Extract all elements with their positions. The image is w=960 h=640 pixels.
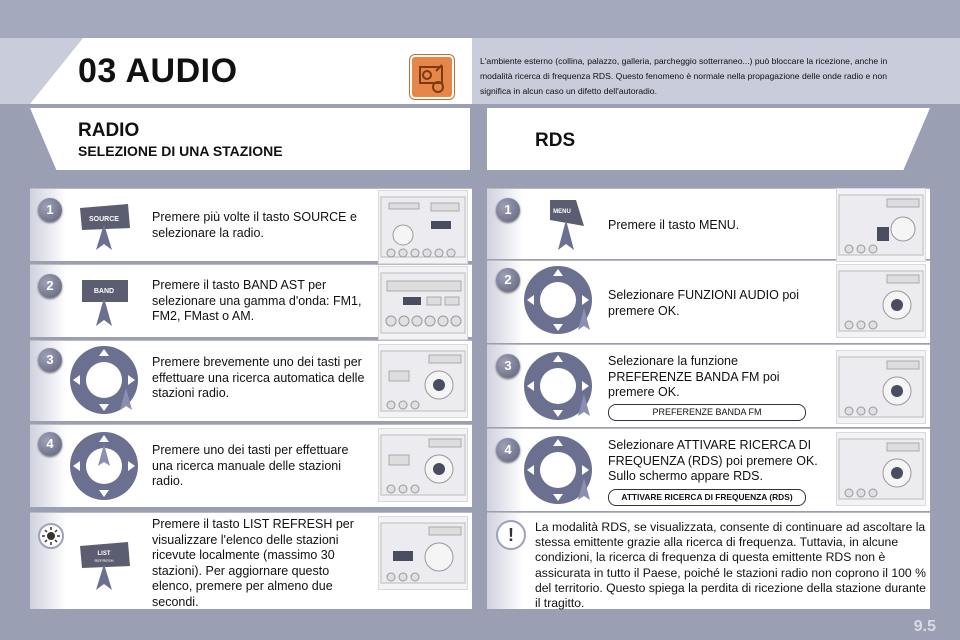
page-number: 9.5 xyxy=(913,618,936,635)
top-band xyxy=(0,0,960,38)
radio-unit-image xyxy=(836,432,926,506)
page-title: 03 AUDIO xyxy=(78,52,238,90)
radio-unit-image xyxy=(378,344,468,418)
list-button-image xyxy=(78,540,132,594)
step-badge: 2 xyxy=(496,268,520,292)
radio-unit-image xyxy=(836,264,926,338)
source-button-label: SOURCE xyxy=(89,216,119,223)
list-button-label: LIST xyxy=(97,551,111,557)
radio-unit-image xyxy=(378,428,468,502)
rds-step-4-text: Selezionare ATTIVARE RICERCA DI FREQUENZA (RDS) poi premere OK. Sullo schermo appare RDS. xyxy=(608,438,818,483)
radio-unit-image xyxy=(836,350,926,424)
dpad-control-icon xyxy=(522,434,594,506)
radio-step-2-text: Premere il tasto BAND AST per selezionare una gamma d'onda: FM1, FM2, FMast o AM. xyxy=(152,278,362,323)
radio-unit-image xyxy=(378,266,468,340)
step-badge: 4 xyxy=(38,432,62,456)
step-badge: 3 xyxy=(496,354,520,378)
preferenze-banda-pill: PREFERENZE BANDA FM xyxy=(608,404,806,421)
rds-step-2-text: Selezionare FUNZIONI AUDIO poi premere OK. xyxy=(608,288,800,318)
menu-button-label: MENU xyxy=(553,209,571,215)
rds-step-3-text: Selezionare la funzione PREFERENZE BANDA FM poi premere OK. xyxy=(608,354,780,399)
attivare-ricerca-pill: ATTIVARE RICERCA DI FREQUENZA (RDS) xyxy=(608,489,806,506)
radio-title: RADIO xyxy=(78,120,140,141)
radio-step-1-text: Premere più volte il tasto SOURCE e selezionare la radio. xyxy=(152,210,357,240)
rds-step-1-text: Premere il tasto MENU. xyxy=(608,218,740,232)
dpad-control-icon xyxy=(68,344,140,416)
dpad-control-icon xyxy=(522,350,594,422)
rds-title: RDS xyxy=(535,130,576,151)
radio-unit-image xyxy=(378,190,468,264)
audio-icon xyxy=(410,55,454,99)
radio-step-4-text: Premere uno dei tasti per effettuare una ricerca manuale delle stazioni radio. xyxy=(152,443,349,488)
radio-tip-text: Premere il tasto LIST REFRESH per visualizzare l'elenco delle stazioni ricevute localmente (massimo 30 stazioni). Per aggiornare questo elenco, premere per almeno due secondi. xyxy=(152,517,354,609)
menu-button-image xyxy=(546,196,592,252)
band-button-image xyxy=(78,276,132,330)
sun-icon xyxy=(38,523,64,549)
rds-note-text: La modalità RDS, se visualizzata, consente di continuare ad ascoltare la stessa emittente grazie alla ricerca di frequenza. Tuttavia, in alcune condizioni, la ricerca di frequenza di questa emittente RDS non è assicurata in tutto il Paese, poiché le stazioni radio non coprono il 100 % del territorio. Questo spiega la perdita di ricezione della stazione durante il tragitto. xyxy=(535,520,926,611)
band-button-label: BAND xyxy=(93,288,115,295)
step-badge: 4 xyxy=(496,438,520,462)
warning-icon: ! xyxy=(496,520,526,550)
step-badge: 1 xyxy=(496,198,520,222)
source-button-image xyxy=(78,200,132,254)
dpad-control-icon xyxy=(68,430,140,502)
list-button-sublabel: REFRESH xyxy=(94,558,114,563)
radio-step-3-text: Premere brevemente uno dei tasti per effettuare una ricerca automatica delle stazioni radio. xyxy=(152,355,365,400)
radio-subtitle: SELEZIONE DI UNA STAZIONE xyxy=(78,143,283,159)
reception-note: L'ambiente esterno (collina, palazzo, galleria, parcheggio sotterraneo...) può bloccare la ricezione, anche in modalità ricerca di frequenza RDS. Questo fenomeno è normale nella propagazione delle onde radio e non significa in alcun caso un difetto dell'autoradio. xyxy=(480,56,888,96)
step-badge: 3 xyxy=(38,348,62,372)
step-badge: 2 xyxy=(38,274,62,298)
step-badge: 1 xyxy=(38,198,62,222)
radio-unit-image xyxy=(378,516,468,590)
dpad-control-icon xyxy=(522,264,594,336)
radio-unit-image xyxy=(836,188,926,262)
